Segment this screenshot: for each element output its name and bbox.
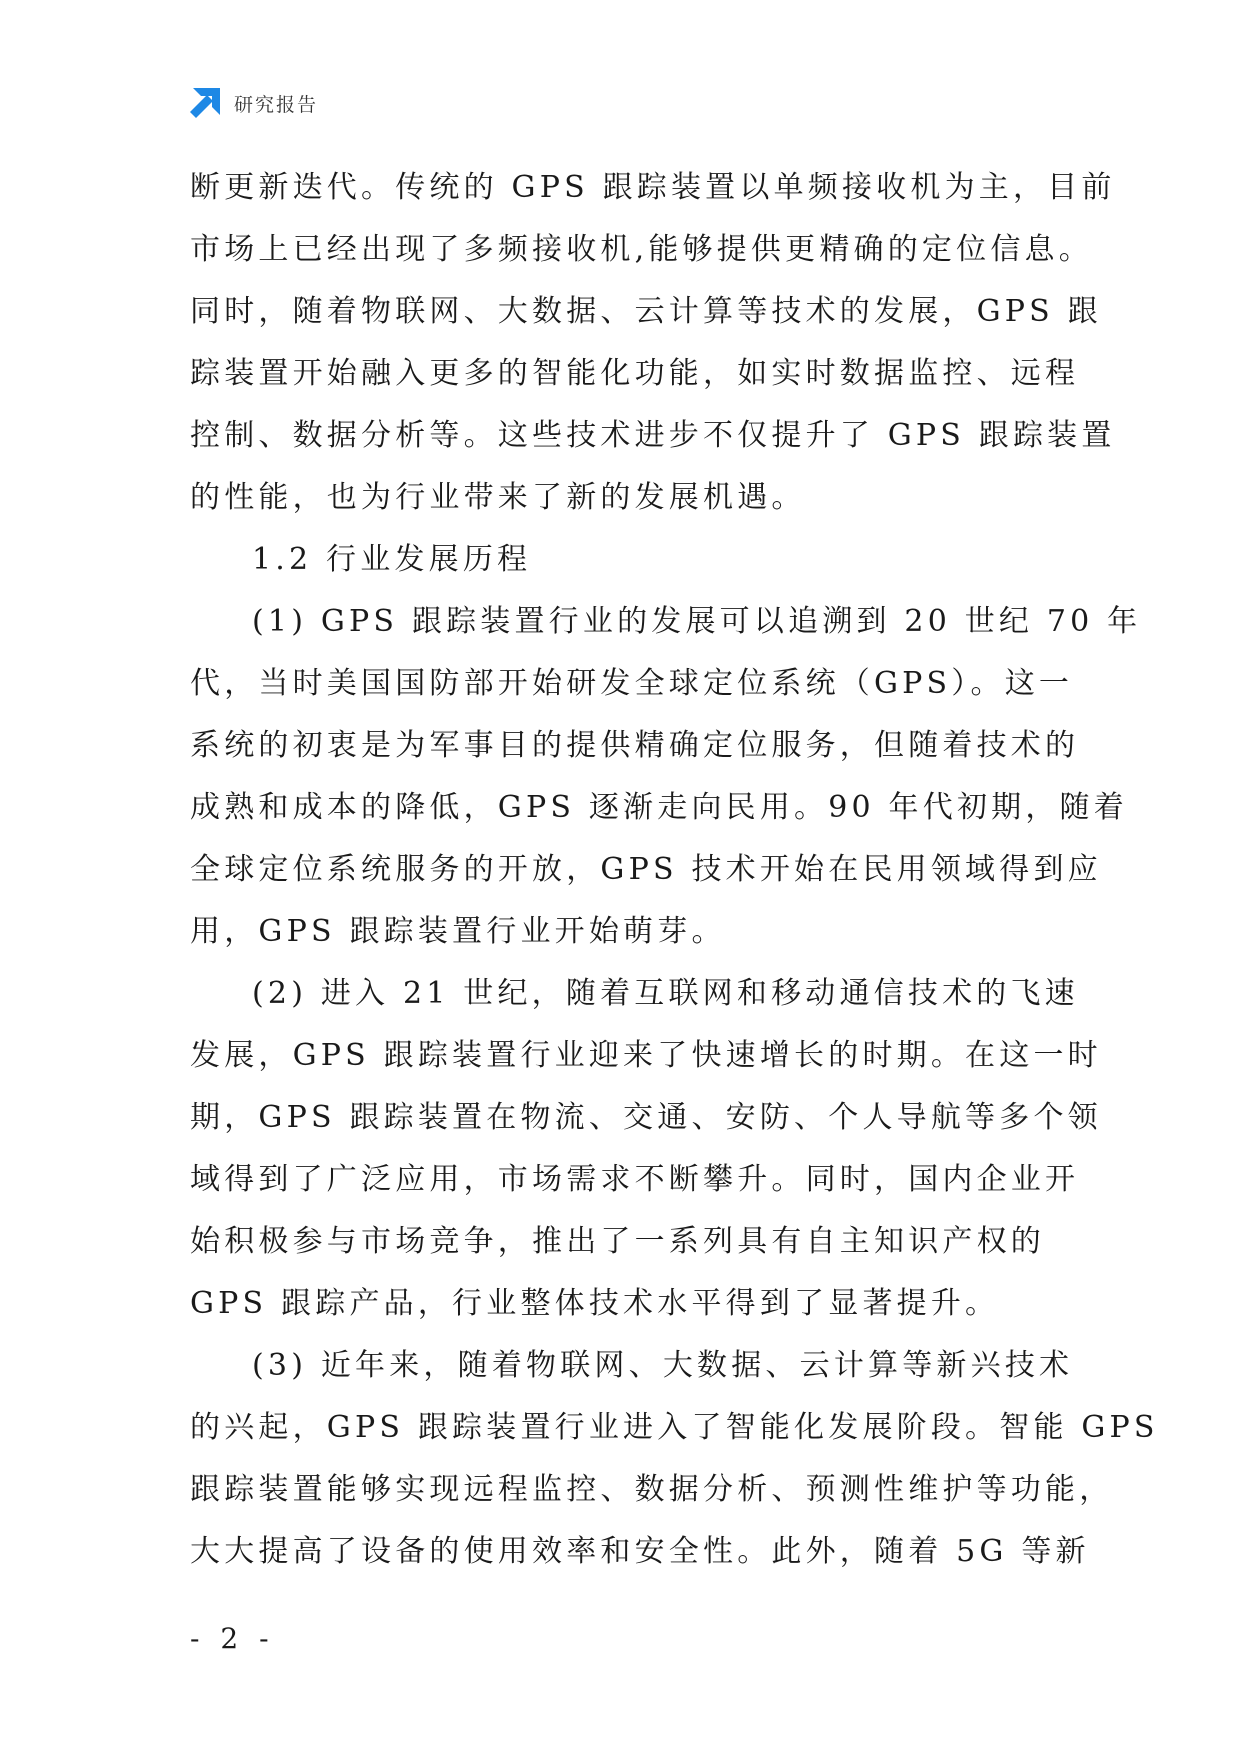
text-line: GPS 跟踪产品，行业整体技术水平得到了显著提升。 [190,1286,1000,1321]
paragraph-3 [190,1335,1159,1583]
text-line: 发展，GPS 跟踪装置行业迎来了快速增长的时期。在这一时 [190,1038,1102,1073]
text-line: (2) 进入 21 世纪，随着互联网和移动通信技术的飞速 [252,976,1079,1011]
page-number: - 2 - [190,1622,275,1655]
text-line: (1) GPS 跟踪装置行业的发展可以追溯到 20 世纪 70 年 [252,604,1142,639]
text-line: 控制、数据分析等。这些技术进步不仅提升了 GPS 跟踪装置 [190,418,1116,453]
paragraph-intro [190,157,1116,529]
text-line: 始积极参与市场竞争，推出了一系列具有自主知识产权的 [190,1224,1045,1259]
text-line: 代，当时美国国防部开始研发全球定位系统（GPS）。这一 [190,666,1074,701]
text-line: 踪装置开始融入更多的智能化功能，如实时数据监控、远程 [190,356,1080,391]
paragraph-2 [190,963,1102,1335]
report-header [190,88,318,118]
arrow-up-right-icon [190,88,220,118]
text-line: 跟踪装置能够实现远程监控、数据分析、预测性维护等功能， [190,1472,1114,1507]
text-line: 系统的初衷是为军事目的提供精确定位服务，但随着技术的 [190,728,1080,763]
text-line: 市场上已经出现了多频接收机,能够提供更精确的定位信息。 [190,232,1093,267]
section-title: 1.2 行业发展历程 [252,542,532,577]
text-line: 域得到了广泛应用，市场需求不断攀升。同时，国内企业开 [190,1162,1080,1197]
section-heading [190,529,1070,591]
text-line: 的兴起，GPS 跟踪装置行业进入了智能化发展阶段。智能 GPS [190,1410,1159,1445]
paragraph-1 [190,591,1142,963]
text-line: 全球定位系统服务的开放，GPS 技术开始在民用领域得到应 [190,852,1102,887]
text-line: 断更新迭代。传统的 GPS 跟踪装置以单频接收机为主，目前 [190,170,1116,205]
header-title: 研究报告 [234,93,319,116]
text-line: 成熟和成本的降低，GPS 逐渐走向民用。90 年代初期，随着 [190,790,1128,825]
text-line: 用，GPS 跟踪装置行业开始萌芽。 [190,914,726,949]
text-line: 同时，随着物联网、大数据、云计算等技术的发展，GPS 跟 [190,294,1102,329]
text-line: 大大提高了设备的使用效率和安全性。此外，随着 5G 等新 [190,1534,1090,1569]
text-line: 的性能，也为行业带来了新的发展机遇。 [190,480,806,515]
text-line: 期，GPS 跟踪装置在物流、交通、安防、个人导航等多个领 [190,1100,1102,1135]
text-line: (3) 近年来，随着物联网、大数据、云计算等新兴技术 [252,1348,1074,1383]
document-body [190,157,1159,1583]
